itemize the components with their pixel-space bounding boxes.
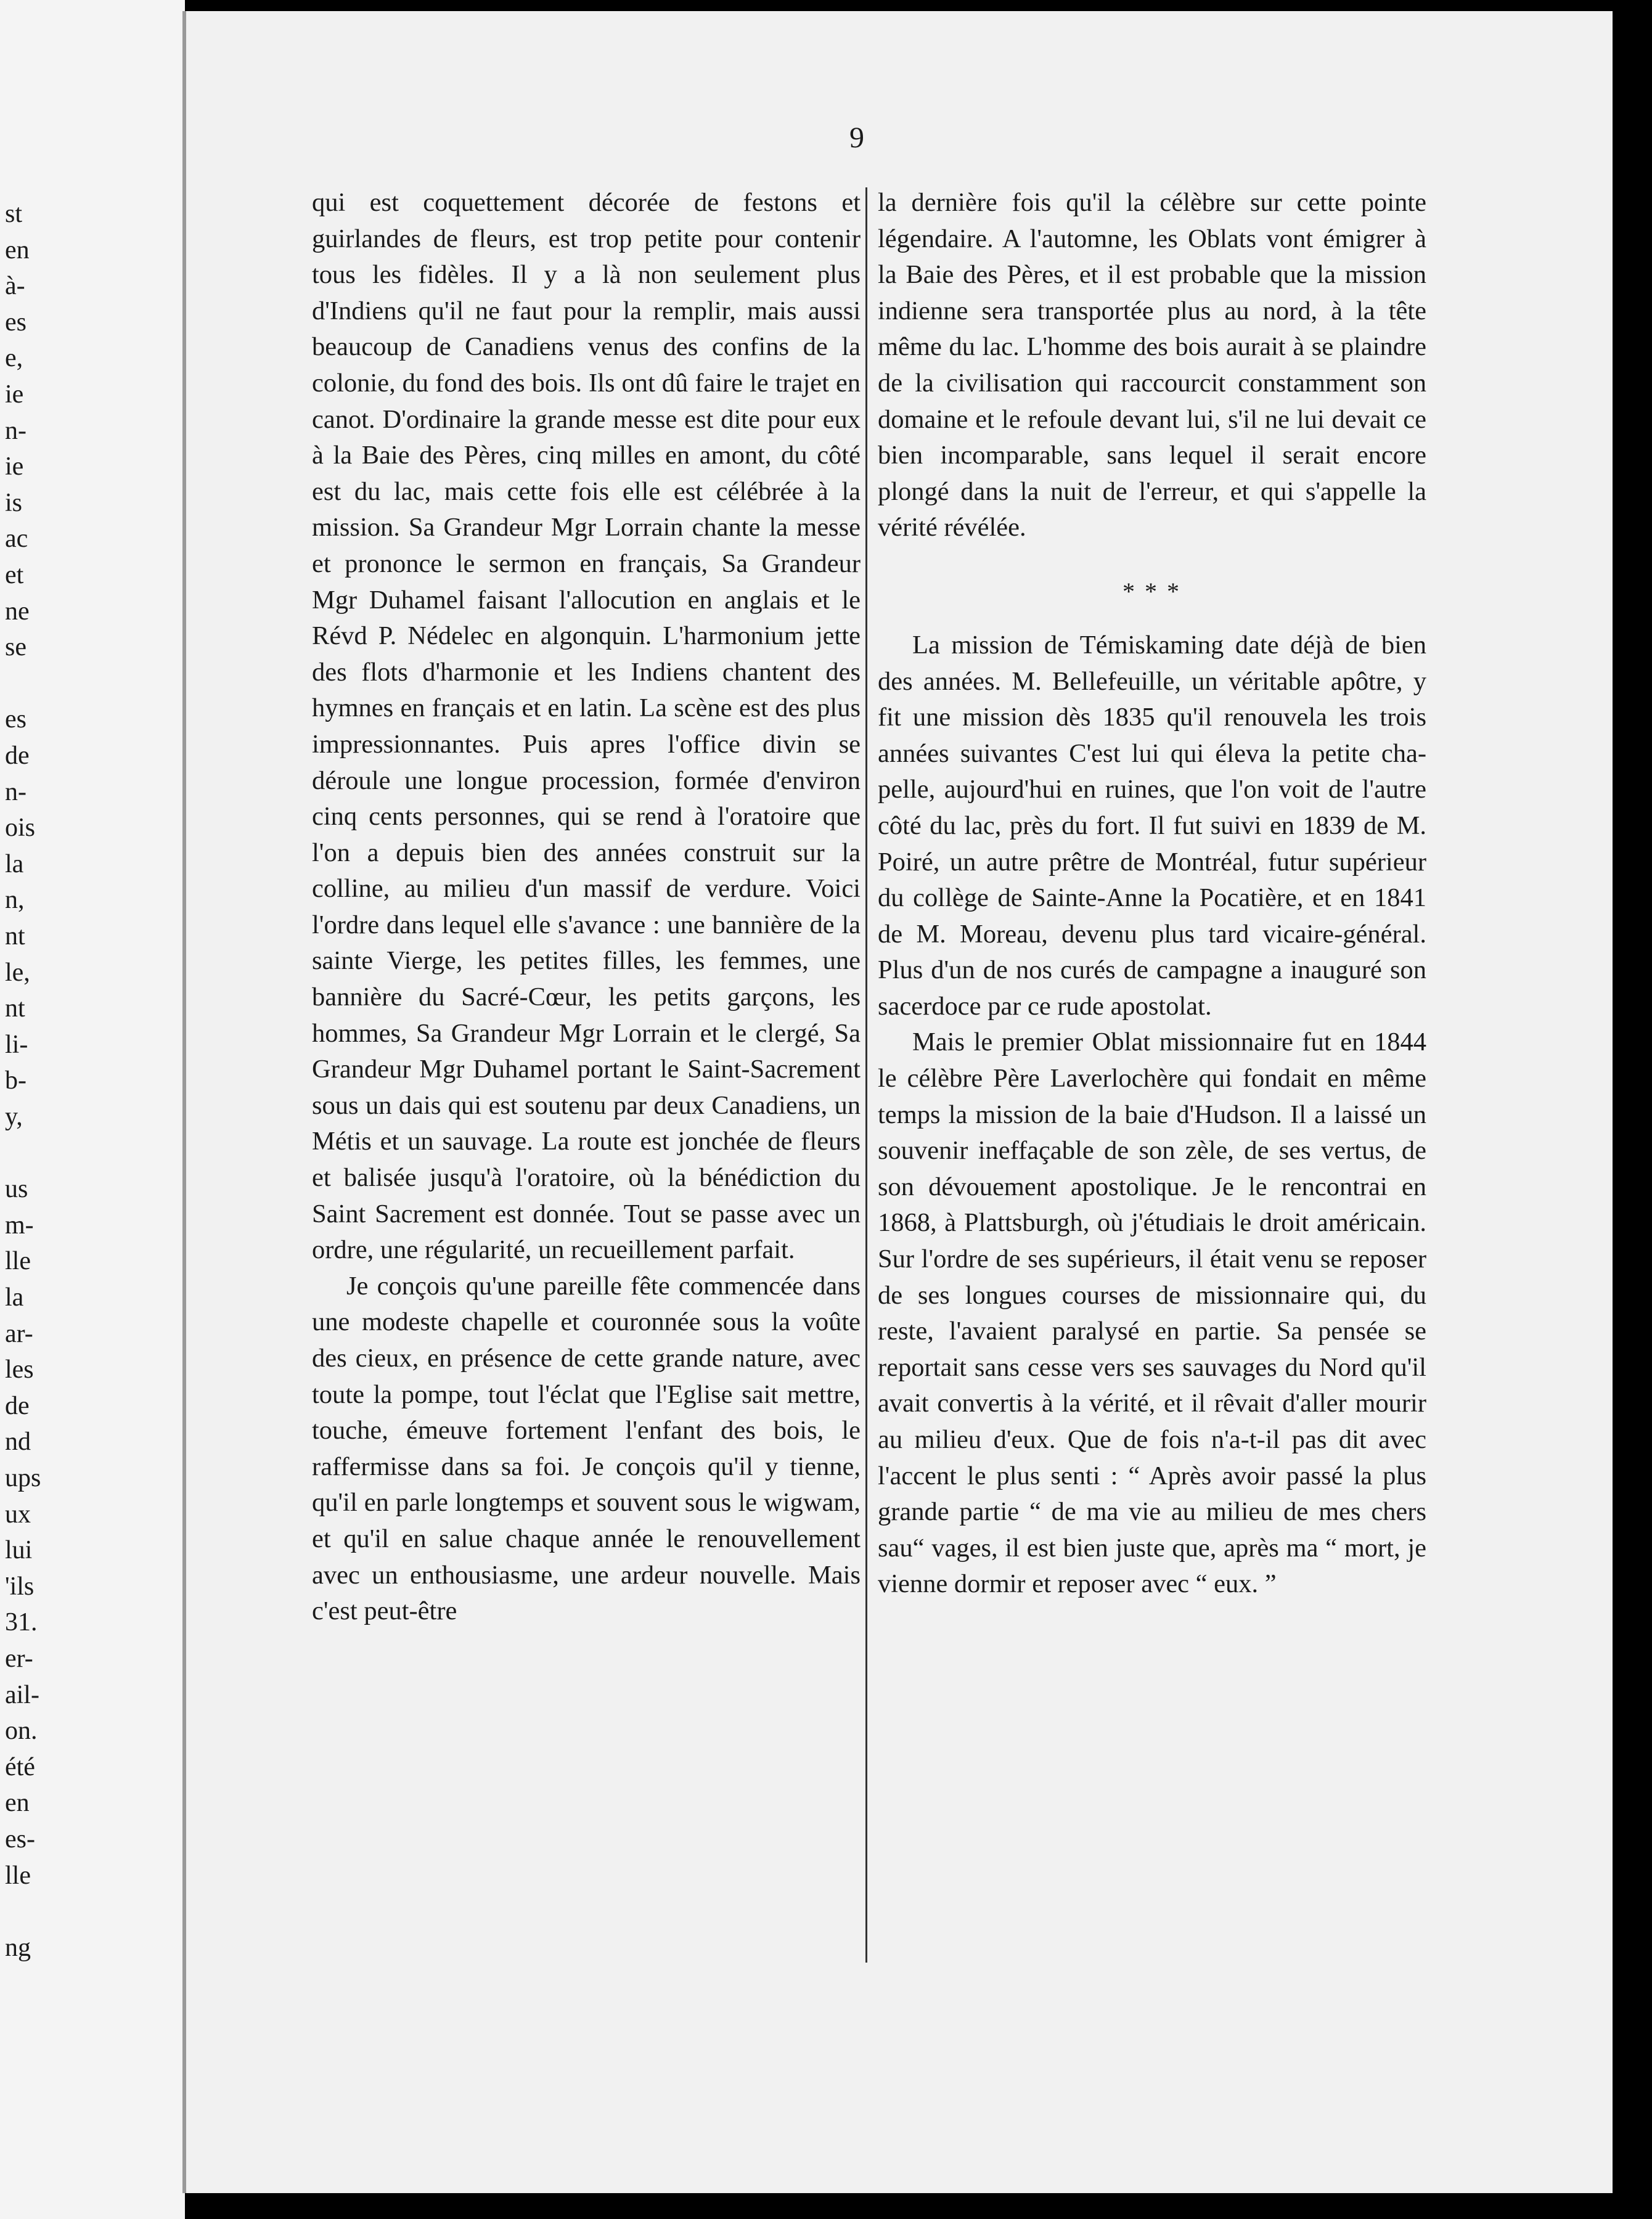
fragment-text: ac xyxy=(5,525,28,554)
fragment-text: de xyxy=(5,1391,30,1420)
fragment-text: y, xyxy=(5,1103,23,1131)
fragment-text: le, xyxy=(5,958,30,987)
fragment-text: ux xyxy=(5,1500,31,1529)
fragment-text: ng xyxy=(5,1933,31,1962)
fragment-text: is xyxy=(5,488,23,517)
paragraph: qui est coquettement décorée de festons et guirlandes de fleurs, est trop petite pour contenir tous les fidèles. Il y a là non seulement plus d'Indiens qu'il ne faut pour la remplir, mais aussi beaucoup de Canadiens venus des confins de la colonie, du fond des bois. Ils ont dû faire le trajet en canot. D'ordinaire la grande messe est dite pour eux à la Baie des Pères, cinq milles en amont, du côté est du lac, mais cette fois elle est célébrée à la mission. Sa Grandeur Mgr Lorrain chante la messe et prononce le sermon en français, Sa Grandeur Mgr Duhamel faisant l'allocution en anglais et le Révd P. Nédelec en algonquin. L'harmonium jette des flots d'harmonie et les Indiens chantent des hymnes en français et en latin. La scène est des plus impressionnantes. Puis apres l'office divin se déroule une longue procession, formée d'environ cinq cents personnes, qui se rend à l'oratoire que l'on a depuis bien des années construit sur la colline, au milieu d'un massif de verdure. Voici l'ordre dans lequel elle s'avance : une bannière de la sainte Vierge, les petites filles, les femmes, une bannière du Sacré-Cœur, les petits garçons, les hommes, Sa Grandeur Mgr Lorrain et le clergé, Sa Grandeur Mgr Duhamel portant le Saint-Sacrement sous un dais qui est soutenu par deux Canadiens, un Métis et un sauvage. La route est jonchée de fleurs et balisée jusqu'à l'oratoire, où la bénédiction du Saint Sacrement est donnée. Tout se passe avec un ordre, une régularité, un recueillement parfait. xyxy=(312,188,861,1265)
paragraph: Mais le premier Oblat missionnaire fut en 1844 le célèbre Père Laverlochère qui fondait en même temps la mission de la baie d'Hudson. Il a laissé un souvenir ineffaçable de son zèle, de ses vertus, de son dévouement apostolique. Je le rencontrai en 1868, à Plattsburgh, où j'étudiais le droit américain. Sur l'ordre de ses supérieurs, il était venu se reposer de ses longues courses de missionnaire qui, du reste, l'avaient paralysé en partie. Sa pensée se reportait sans cesse vers ses sauvages du Nord qu'il avait convertis à la vérité, et il rêvait d'aller mourir au milieu d'eux. Que de fois n'a-t-il pas dit avec l'accent le plus senti : “ Après avoir passé la plus grande partie “ de ma vie au milieu de mes chers sau“ vages, il est bien juste que, après ma “ mort, je vienne dormir et reposer avec “ eux. ” xyxy=(878,1028,1426,1599)
fragment-text: n- xyxy=(5,777,27,806)
column-divider xyxy=(865,187,867,1963)
fragment-text: us xyxy=(5,1175,28,1204)
fragment-text: nt xyxy=(5,922,25,950)
fragment-text: m- xyxy=(5,1211,34,1240)
fragment-text: ois xyxy=(5,814,36,843)
fragment-text: es xyxy=(5,308,27,337)
fragment-text: nd xyxy=(5,1428,31,1457)
fragment-text: de xyxy=(5,742,30,770)
fragment-text: es xyxy=(5,705,27,734)
fragment-text: 31. xyxy=(5,1608,38,1637)
fragment-text: st xyxy=(5,200,23,228)
fragment-text: n- xyxy=(5,416,27,445)
fragment-text: e, xyxy=(5,344,23,373)
paragraph: Je conçois qu'une pareille fête commencée dans une modeste chapelle et couronnée sous la voûte des cieux, en présence de cette grande nature, avec toute la pompe, tout l'éclat que l'Eglise sait mettre, touche, émeuve fortement l'enfant des bois, le raffermisse dans sa foi. Je conçois qu'il y tienne, qu'il en parle longtemps et souvent sous le wigwam, et qu'il en salue chaque année le renouvellement avec un enthousiasme, une ardeur nouvelle. Mais c'est peut-être xyxy=(312,1271,861,1626)
fragment-text: b- xyxy=(5,1066,27,1095)
fragment-text: été xyxy=(5,1752,35,1781)
fragment-text: ups xyxy=(5,1464,41,1492)
document-page xyxy=(182,11,1616,2193)
fragment-text: ar- xyxy=(5,1319,33,1348)
fragment-text: et xyxy=(5,561,24,589)
right-column xyxy=(878,185,1426,1603)
fragment-text: er- xyxy=(5,1645,33,1673)
fragment-text: on. xyxy=(5,1717,38,1746)
fragment-text: en xyxy=(5,1789,30,1818)
fragment-text: nt xyxy=(5,994,25,1023)
fragment-text: se xyxy=(5,633,27,662)
left-column xyxy=(312,185,861,1630)
fragment-text: lle xyxy=(5,1861,31,1890)
scan-border xyxy=(1613,0,1652,2219)
fragment-text: ne xyxy=(5,597,30,626)
fragment-text: n, xyxy=(5,886,25,915)
fragment-text: en xyxy=(5,235,30,264)
fragment-text: lle xyxy=(5,1247,31,1276)
fragment-text: les xyxy=(5,1355,34,1384)
paragraph: La mission de Témiskaming date déjà de bien des années. M. Bellefeuille, un véritable apôtre, y fit une mission dès 1835 qu'il renouvela les trois années suivantes C'est lui qui éleva la petite chapelle, aujourd'hui en ruines, que l'on voit de l'autre côté du lac, près du fort. Il fut suivi en 1839 de M. Poiré, un autre prêtre de Montréal, futur supérieur du collège de Sainte-Anne la Pocatière, et en 1841 de M. Moreau, devenu plus tard vicaire-général. Plus d'un de nos curés de campagne a inauguré son sacerdoce par ce rude apostolat. xyxy=(878,630,1426,1021)
fragment-text: li- xyxy=(5,1030,28,1059)
adjacent-page-fragment xyxy=(0,0,185,2219)
fragment-text: es- xyxy=(5,1825,35,1853)
fragment-text: lui xyxy=(5,1536,33,1565)
fragment-text: ail- xyxy=(5,1680,39,1709)
fragment-text: 'ils xyxy=(5,1572,35,1601)
fragment-text: la xyxy=(5,1283,24,1312)
page-number: 9 xyxy=(849,121,864,154)
fragment-text: à- xyxy=(5,272,25,301)
paragraph: la dernière fois qu'il la célèbre sur cette pointe légendaire. A l'automne, les Oblats vont émigrer à la Baie des Pères, et il est probable que la mission indienne sera transportée plus au nord, à la tête même du lac. L'homme des bois aurait à se plaindre de la civilisation qui raccourcit constamment son domaine et le refoule devant lui, s'il ne lui devait ce bien incomparable, sans lequel il serait encore plongé dans la nuit de l'erreur, et qui s'appelle la vérité révélée. xyxy=(878,188,1426,542)
fragment-text: ie xyxy=(5,452,24,481)
fragment-text: la xyxy=(5,849,24,878)
fragment-text: ie xyxy=(5,380,24,409)
section-asterism: * * * xyxy=(1122,577,1182,605)
